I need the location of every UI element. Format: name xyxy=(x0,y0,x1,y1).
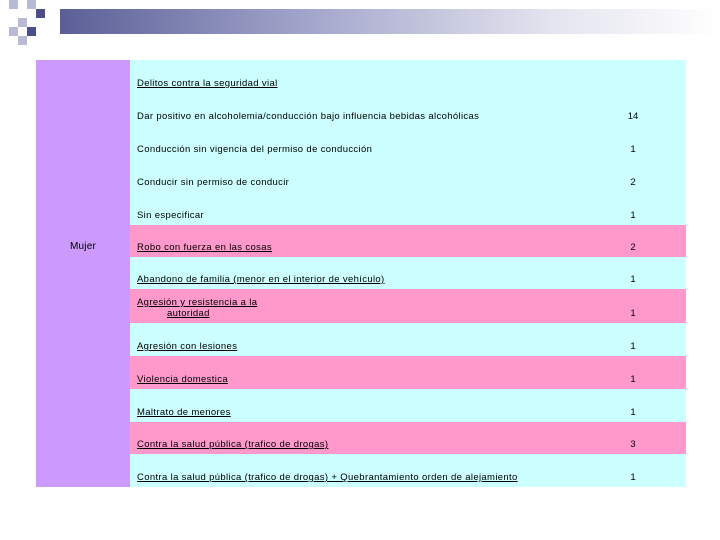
decor-square xyxy=(27,0,36,9)
table-row xyxy=(130,192,686,225)
row-label: Dar positivo en alcoholemia/conducción bajo influencia bebidas alcohólicas xyxy=(137,111,480,122)
row-label: Conducción sin vigencia del permiso de conducción xyxy=(137,144,373,155)
decor-square xyxy=(9,0,18,9)
decor-square xyxy=(18,18,27,27)
row-value: 1 xyxy=(630,374,636,385)
decor-square xyxy=(18,36,27,45)
row-label-line1: Agresión y resistencia a la xyxy=(137,297,258,308)
decor-square xyxy=(36,9,45,18)
row-label: Violencia domestica xyxy=(137,374,228,385)
row-value: 1 xyxy=(630,472,636,483)
row-value: 3 xyxy=(630,439,636,450)
category-header: Delitos contra la seguridad vial xyxy=(137,78,278,89)
row-label: Contra la salud pública (trafico de drogas) xyxy=(137,439,329,450)
row-label: Robo con fuerza en las cosas xyxy=(137,242,272,253)
row-value: 1 xyxy=(630,144,636,155)
decor-square xyxy=(27,27,36,36)
row-value: 1 xyxy=(630,210,636,221)
table-row xyxy=(130,126,686,159)
table-row xyxy=(130,323,686,356)
title-gradient-bar xyxy=(60,9,720,34)
row-value: 1 xyxy=(630,407,636,418)
row-label: Conducir sin permiso de conducir xyxy=(137,177,290,188)
row-value: 2 xyxy=(630,177,636,188)
table-row-header xyxy=(130,60,686,93)
row-label: Contra la salud pública (trafico de drogas) + Quebrantamiento orden de alejamiento xyxy=(137,472,518,483)
table-row xyxy=(130,454,686,487)
row-label: Maltrato de menores xyxy=(137,407,231,418)
table-row xyxy=(130,93,686,126)
table-row xyxy=(130,159,686,192)
row-label xyxy=(137,297,267,319)
row-value: 1 xyxy=(630,308,636,319)
sex-cell xyxy=(36,60,130,487)
sex-label: Mujer xyxy=(70,241,97,252)
table-row xyxy=(130,289,686,323)
row-value: 2 xyxy=(630,242,636,253)
table-row xyxy=(130,422,686,454)
table-row xyxy=(130,389,686,422)
row-label-line2: autoridad xyxy=(167,308,210,319)
row-value: 14 xyxy=(627,111,639,122)
row-label: Agresión con lesiones xyxy=(137,341,238,352)
decor-square xyxy=(9,27,18,36)
offenses-table xyxy=(36,60,686,487)
table-rows xyxy=(130,60,686,487)
table-row xyxy=(130,257,686,289)
row-value: 1 xyxy=(630,274,636,285)
row-value: 1 xyxy=(630,341,636,352)
table-row xyxy=(130,356,686,389)
row-label: Abandono de familia (menor en el interior de vehículo) xyxy=(137,274,385,285)
table-row xyxy=(130,225,686,257)
row-label: Sin especificar xyxy=(137,210,205,221)
